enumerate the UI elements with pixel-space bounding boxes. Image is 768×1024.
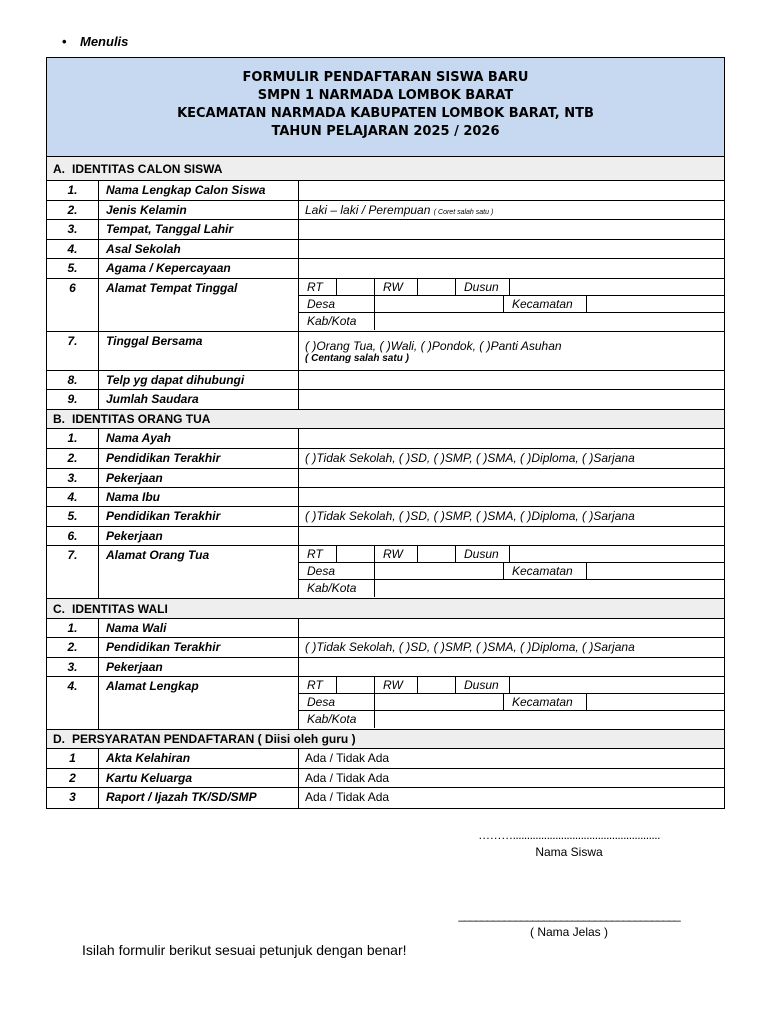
religion-field[interactable] xyxy=(299,259,724,278)
bullet-heading xyxy=(62,34,128,49)
dusun-label: Dusun xyxy=(456,677,510,693)
section-title: IDENTITAS ORANG TUA xyxy=(72,412,211,426)
guardian-name-field[interactable] xyxy=(299,619,724,637)
row-label: Telp yg dapat dihubungi xyxy=(99,371,299,389)
school-origin-field[interactable] xyxy=(299,240,724,258)
row-label: Tempat, Tanggal Lahir xyxy=(99,220,299,239)
gender-options: Laki – laki / Perempuan xyxy=(305,203,431,217)
row-number: 3. xyxy=(47,469,99,487)
bullet-text: Menulis xyxy=(80,34,129,49)
section-b-header xyxy=(47,410,724,429)
father-education-field[interactable]: ( )Tidak Sekolah, ( )SD, ( )SMP, ( )SMA, ( )Diploma, ( )Sarjana xyxy=(305,451,635,465)
row-label: Nama Wali xyxy=(99,619,299,637)
row-number: 4. xyxy=(47,488,99,506)
table-row xyxy=(47,201,724,220)
rt-label: RT xyxy=(299,546,337,562)
row-label: Alamat Tempat Tinggal xyxy=(99,279,299,331)
rt-label: RT xyxy=(299,677,337,693)
table-row xyxy=(47,371,724,390)
row-label: Raport / Ijazah TK/SD/SMP xyxy=(99,788,299,808)
kecamatan-label: Kecamatan xyxy=(504,694,587,710)
table-row xyxy=(47,507,724,527)
mother-name-field[interactable] xyxy=(299,488,724,506)
row-number: 4. xyxy=(47,677,99,729)
report-status[interactable]: Ada / Tidak Ada xyxy=(305,790,390,804)
guardian-job-field[interactable] xyxy=(299,658,724,676)
row-number: 2 xyxy=(47,769,99,787)
phone-field[interactable] xyxy=(299,371,724,389)
row-number: 2. xyxy=(47,449,99,468)
row-number: 4. xyxy=(47,240,99,258)
instruction-text: Isilah formulir berikut sesuai petunjuk dengan benar! xyxy=(82,942,407,958)
kecamatan-field[interactable] xyxy=(587,296,724,312)
table-row xyxy=(47,677,724,730)
section-title: IDENTITAS CALON SISWA xyxy=(72,162,223,176)
siblings-field[interactable] xyxy=(299,390,724,409)
signature-line: _______________________________________ xyxy=(458,908,680,922)
section-c-header xyxy=(47,599,724,619)
row-label: Jumlah Saudara xyxy=(99,390,299,409)
gender-field[interactable] xyxy=(299,201,724,219)
rw-field[interactable] xyxy=(418,546,456,562)
guardian-education-field[interactable]: ( )Tidak Sekolah, ( )SD, ( )SMP, ( )SMA, ( )Diploma, ( )Sarjana xyxy=(305,640,635,654)
kecamatan-field[interactable] xyxy=(587,563,724,579)
father-name-field[interactable] xyxy=(299,429,724,448)
table-row xyxy=(47,658,724,677)
row-label: Tinggal Bersama xyxy=(99,332,299,370)
table-row xyxy=(47,390,724,410)
bullet-dot-icon: • xyxy=(62,34,67,49)
row-number: 7. xyxy=(47,546,99,598)
row-label: Jenis Kelamin xyxy=(99,201,299,219)
rt-label: RT xyxy=(299,279,337,295)
table-row xyxy=(47,449,724,469)
row-label: Pendidikan Terakhir xyxy=(99,449,299,468)
kecamatan-label: Kecamatan xyxy=(504,296,587,312)
row-number: 7. xyxy=(47,332,99,370)
kab-label: Kab/Kota xyxy=(299,580,375,597)
table-row xyxy=(47,220,724,240)
row-label: Pekerjaan xyxy=(99,658,299,676)
table-row xyxy=(47,279,724,332)
desa-field[interactable] xyxy=(375,296,504,312)
student-name-field[interactable] xyxy=(299,181,724,200)
section-letter: A. xyxy=(53,162,65,176)
kab-label: Kab/Kota xyxy=(299,711,375,728)
address-grid xyxy=(299,546,724,598)
section-d-header xyxy=(47,730,724,749)
table-row xyxy=(47,469,724,488)
table-row xyxy=(47,488,724,507)
rw-label: RW xyxy=(375,546,418,562)
registration-form xyxy=(46,57,725,809)
header-title: FORMULIR PENDAFTARAN SISWA BARU xyxy=(242,70,529,85)
desa-field[interactable] xyxy=(375,563,504,579)
dusun-field[interactable] xyxy=(510,546,724,562)
dusun-field[interactable] xyxy=(510,677,724,693)
header-school: SMPN 1 NARMADA LOMBOK BARAT xyxy=(257,88,514,103)
row-number: 1 xyxy=(47,749,99,768)
section-title: IDENTITAS WALI xyxy=(72,602,168,616)
row-label: Nama Ayah xyxy=(99,429,299,448)
row-number: 2. xyxy=(47,201,99,219)
table-row xyxy=(47,429,724,449)
row-number: 3. xyxy=(47,658,99,676)
row-label: Asal Sekolah xyxy=(99,240,299,258)
rw-label: RW xyxy=(375,279,418,295)
header-year: TAHUN PELAJARAN 2025 / 2026 xyxy=(271,124,500,139)
mother-education-field[interactable]: ( )Tidak Sekolah, ( )SD, ( )SMP, ( )SMA, ( )Diploma, ( )Sarjana xyxy=(305,509,635,523)
birth-certificate-status[interactable]: Ada / Tidak Ada xyxy=(305,751,390,765)
row-number: 1. xyxy=(47,429,99,448)
table-row xyxy=(47,181,724,201)
address-grid xyxy=(299,677,724,729)
desa-label: Desa xyxy=(299,563,375,579)
kab-field[interactable] xyxy=(375,711,724,728)
desa-label: Desa xyxy=(299,296,375,312)
living-with-note: ( Centang salah satu ) xyxy=(305,353,409,364)
row-label: Alamat Lengkap xyxy=(99,677,299,729)
living-with-field[interactable] xyxy=(299,332,724,370)
row-label: Pendidikan Terakhir xyxy=(99,638,299,657)
kab-label: Kab/Kota xyxy=(299,313,375,330)
row-label: Alamat Orang Tua xyxy=(99,546,299,598)
row-number: 6. xyxy=(47,527,99,545)
desa-field[interactable] xyxy=(375,694,504,710)
table-row xyxy=(47,259,724,279)
form-header xyxy=(47,58,724,157)
table-row xyxy=(47,546,724,599)
rt-field[interactable] xyxy=(337,546,375,562)
father-job-field[interactable] xyxy=(299,469,724,487)
section-letter: B. xyxy=(53,412,65,426)
dusun-label: Dusun xyxy=(456,546,510,562)
row-label: Nama Lengkap Calon Siswa xyxy=(99,181,299,200)
rw-field[interactable] xyxy=(418,677,456,693)
kab-field[interactable] xyxy=(375,580,724,597)
section-a-header xyxy=(47,157,724,181)
section-title: PERSYARATAN PENDAFTARAN ( Diisi oleh guru ) xyxy=(72,732,356,746)
table-row xyxy=(47,619,724,638)
table-row xyxy=(47,240,724,259)
row-label: Pendidikan Terakhir xyxy=(99,507,299,526)
birth-field[interactable] xyxy=(299,220,724,239)
kab-field[interactable] xyxy=(375,313,724,330)
table-row xyxy=(47,332,724,371)
address-grid xyxy=(299,279,724,331)
row-label: Nama Ibu xyxy=(99,488,299,506)
living-with-options: ( )Orang Tua, ( )Wali, ( )Pondok, ( )Panti Asuhan xyxy=(305,339,562,353)
section-letter: D. xyxy=(53,732,65,746)
kecamatan-label: Kecamatan xyxy=(504,563,587,579)
table-row xyxy=(47,788,724,808)
row-number: 1. xyxy=(47,619,99,637)
row-number: 9. xyxy=(47,390,99,409)
row-number: 1. xyxy=(47,181,99,200)
clear-name-caption: ( Nama Jelas ) xyxy=(529,925,609,939)
table-row xyxy=(47,769,724,788)
signature-dots: ……….................................................... xyxy=(478,828,660,842)
dusun-field[interactable] xyxy=(510,279,724,295)
row-label: Pekerjaan xyxy=(99,469,299,487)
section-letter: C. xyxy=(53,602,65,616)
row-number: 8. xyxy=(47,371,99,389)
rt-field[interactable] xyxy=(337,279,375,295)
rt-field[interactable] xyxy=(337,677,375,693)
table-row xyxy=(47,638,724,658)
kecamatan-field[interactable] xyxy=(587,694,724,710)
row-number: 2. xyxy=(47,638,99,657)
rw-label: RW xyxy=(375,677,418,693)
row-label: Pekerjaan xyxy=(99,527,299,545)
mother-job-field[interactable] xyxy=(299,527,724,545)
row-number: 5. xyxy=(47,259,99,278)
student-name-caption: Nama Siswa xyxy=(535,845,603,859)
row-number: 5. xyxy=(47,507,99,526)
row-number: 3. xyxy=(47,220,99,239)
table-row xyxy=(47,527,724,546)
header-district: KECAMATAN NARMADA KABUPATEN LOMBOK BARAT, NTB xyxy=(177,106,594,121)
rw-field[interactable] xyxy=(418,279,456,295)
family-card-status[interactable]: Ada / Tidak Ada xyxy=(305,771,390,785)
table-row xyxy=(47,749,724,769)
dusun-label: Dusun xyxy=(456,279,510,295)
row-label: Agama / Kepercayaan xyxy=(99,259,299,278)
row-label: Kartu Keluarga xyxy=(99,769,299,787)
row-number: 6 xyxy=(47,279,99,331)
desa-label: Desa xyxy=(299,694,375,710)
gender-note: ( Coret salah satu ) xyxy=(433,209,494,216)
row-label: Akta Kelahiran xyxy=(99,749,299,768)
row-number: 3 xyxy=(47,788,99,808)
